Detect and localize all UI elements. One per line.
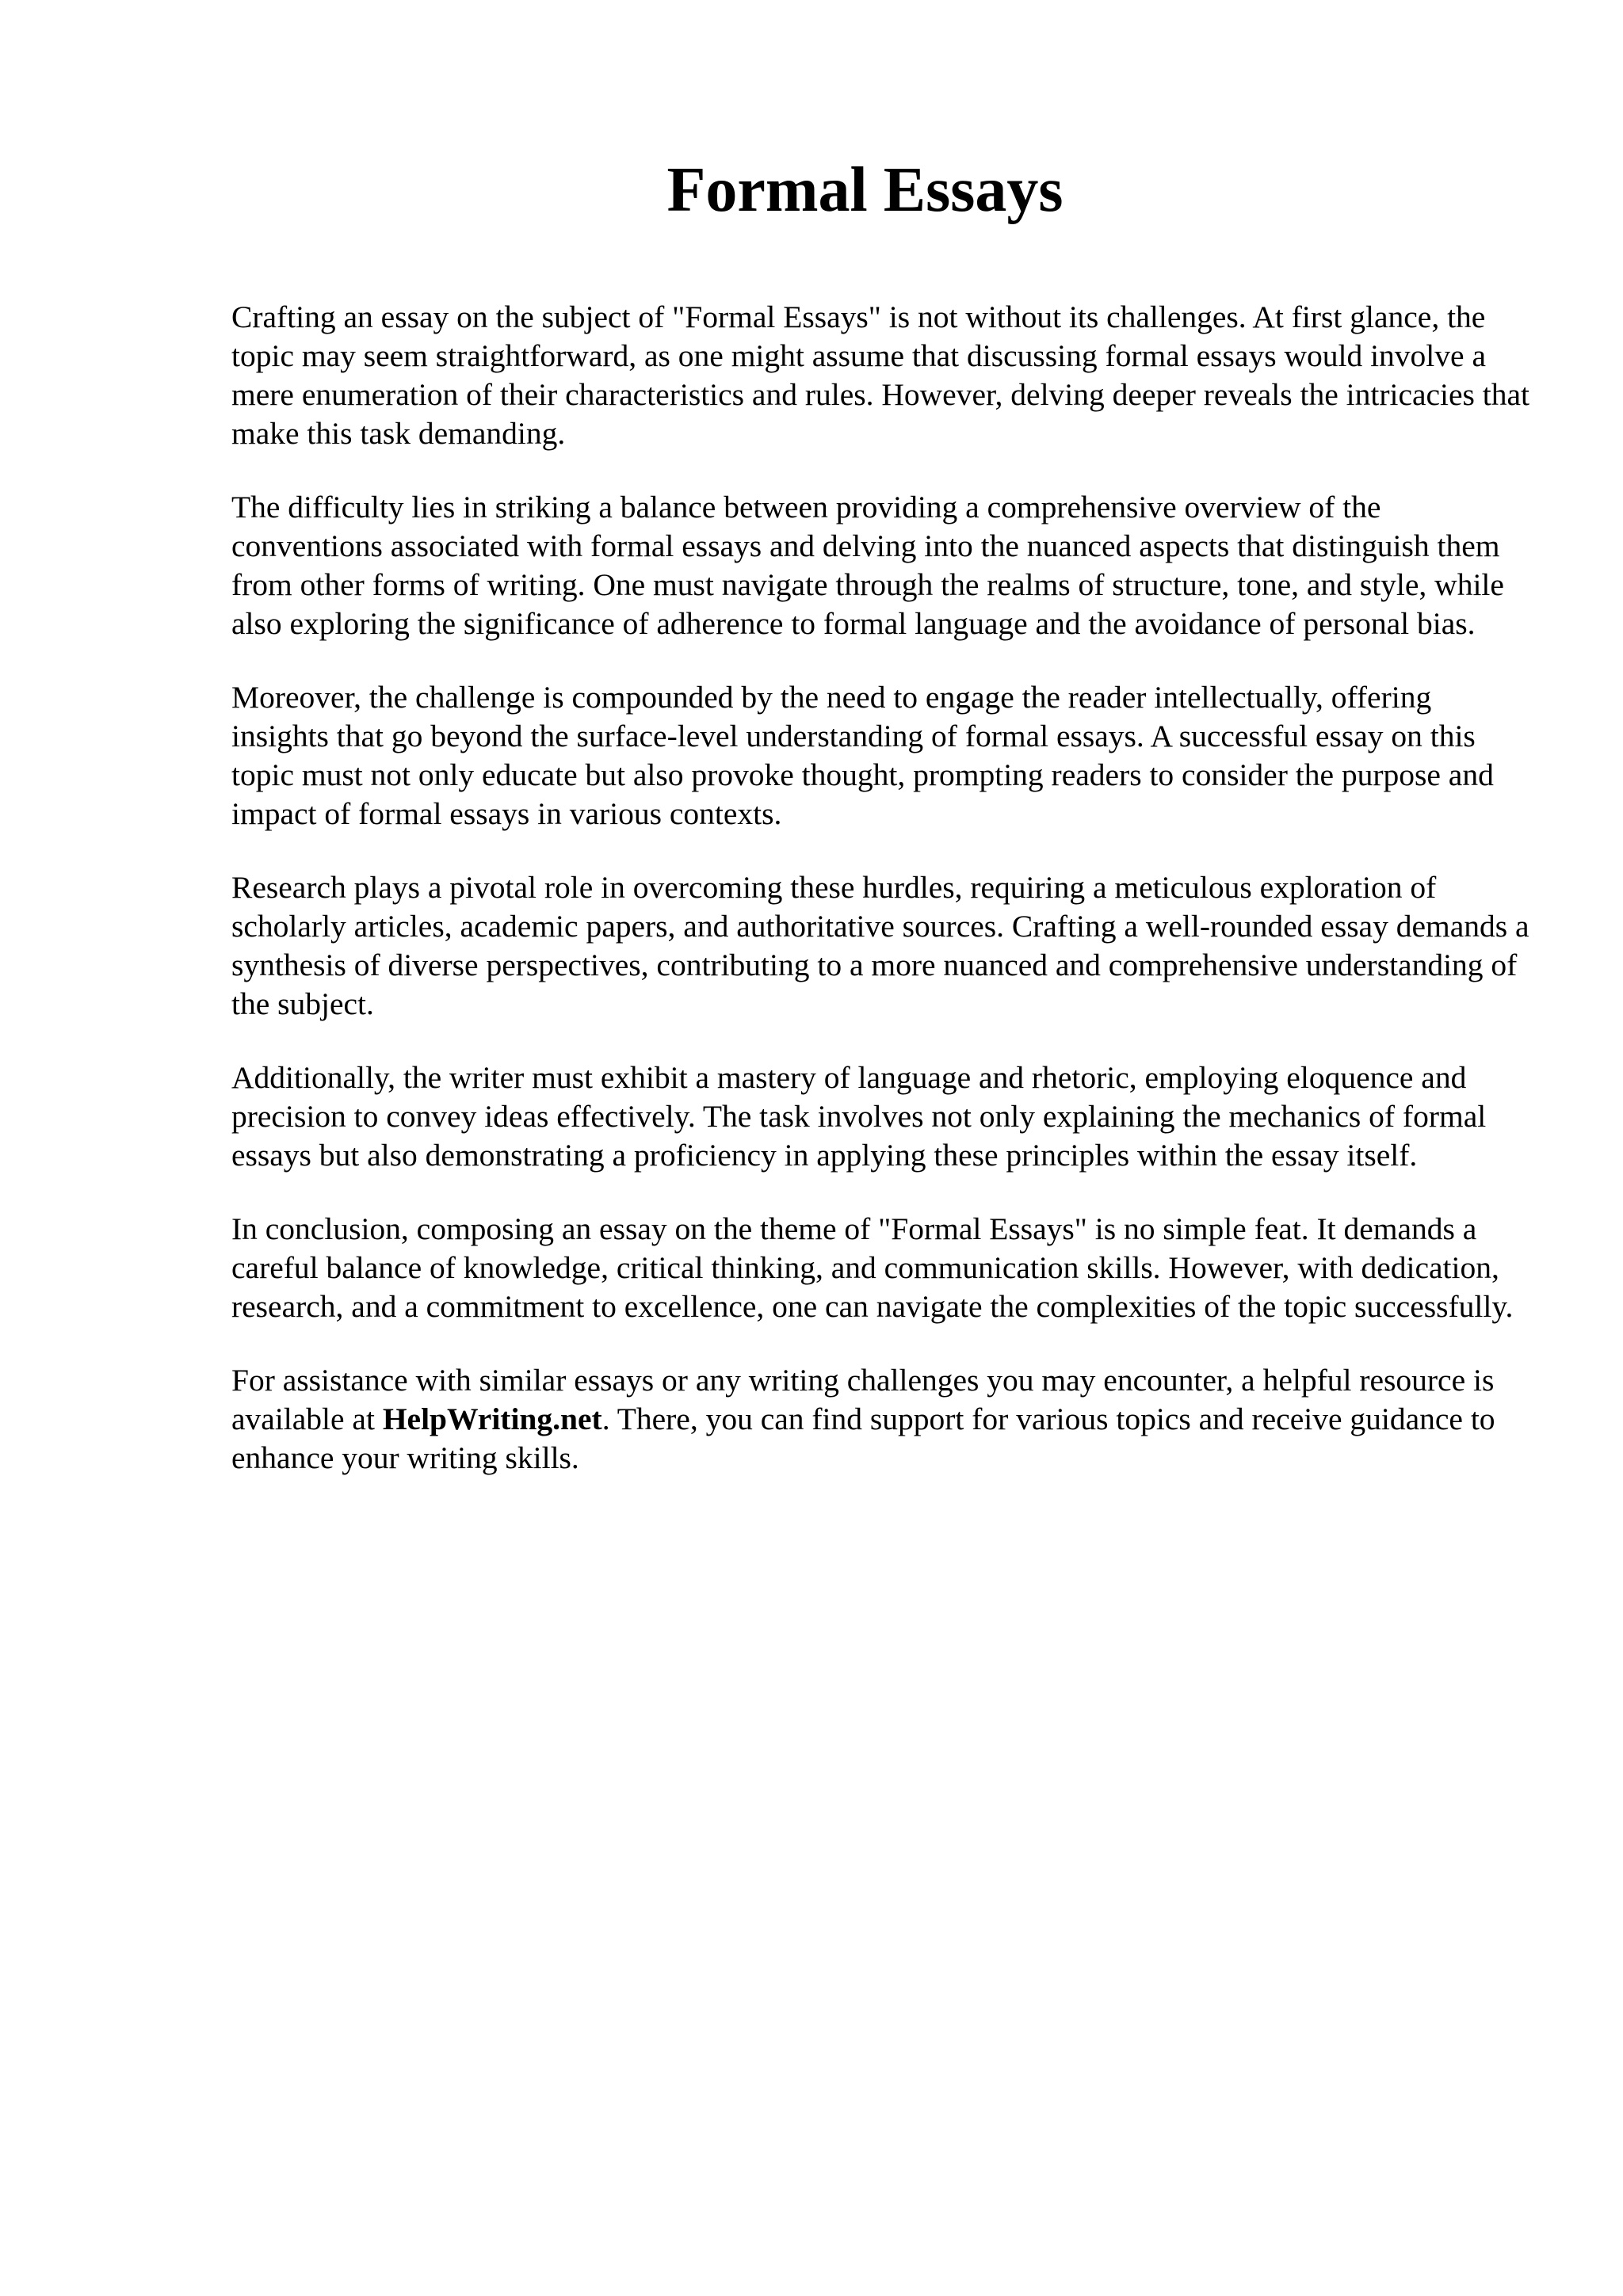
paragraph-conclusion: In conclusion, composing an essay on the theme of "Formal Essays" is no simple feat. It demands a careful balance of knowledge, critical thinking, and communication skills. However, with dedication, research, and a commitment to excellence, one can navigate the complexities of the topic successfully. [231, 1211, 1514, 1324]
paragraph-closing [231, 1361, 1531, 1478]
closing-text-before: For assistance with similar essays or any writing challenges you may encounter, a helpful resource is available at [231, 1363, 1495, 1436]
paragraph-research: Research plays a pivotal role in overcoming these hurdles, requiring a meticulous exploration of scholarly articles, academic papers, and authoritative sources. Crafting a well-rounded essay demands a synthesis of diverse perspectives, contributing to a more nuanced and comprehensive understanding of the subject. [231, 870, 1529, 1021]
paragraph-challenge: Moreover, the challenge is compounded by the need to engage the reader intellectually, offering insights that go beyond the surface-level understanding of formal essays. A successful essay on this topic must not only educate but also provoke thought, prompting readers to consider the purpose and impact of formal essays in various contexts. [231, 680, 1494, 831]
paragraph-difficulty: The difficulty lies in striking a balance between providing a comprehensive overview of the conventions associated with formal essays and delving into the nuanced aspects that distinguish them from other forms of writing. One must navigate through the realms of structure, tone, and style, while also exploring the significance of adherence to formal language and the avoidance of personal bias. [231, 490, 1504, 641]
paragraph-language: Additionally, the writer must exhibit a mastery of language and rhetoric, employing eloquence and precision to convey ideas effectively. The task involves not only explaining the mechanics of formal essays but also demonstrating a proficiency in applying these principles within the essay itself. [231, 1060, 1487, 1173]
closing-text-after: . There, you can find support for various topics and receive guidance to enhance your writing skills. [231, 1402, 1495, 1475]
essay-body [231, 298, 1531, 1512]
page-title: Formal Essays [666, 155, 1064, 225]
paragraph-intro: Crafting an essay on the subject of "Formal Essays" is not without its challenges. At first glance, the topic may seem straightforward, as one might assume that discussing formal essays would involve a mere enumeration of their characteristics and rules. However, delving deeper reveals the intricacies that make this task demanding. [231, 299, 1530, 451]
helpwriting-link[interactable]: HelpWriting.net [382, 1402, 602, 1436]
